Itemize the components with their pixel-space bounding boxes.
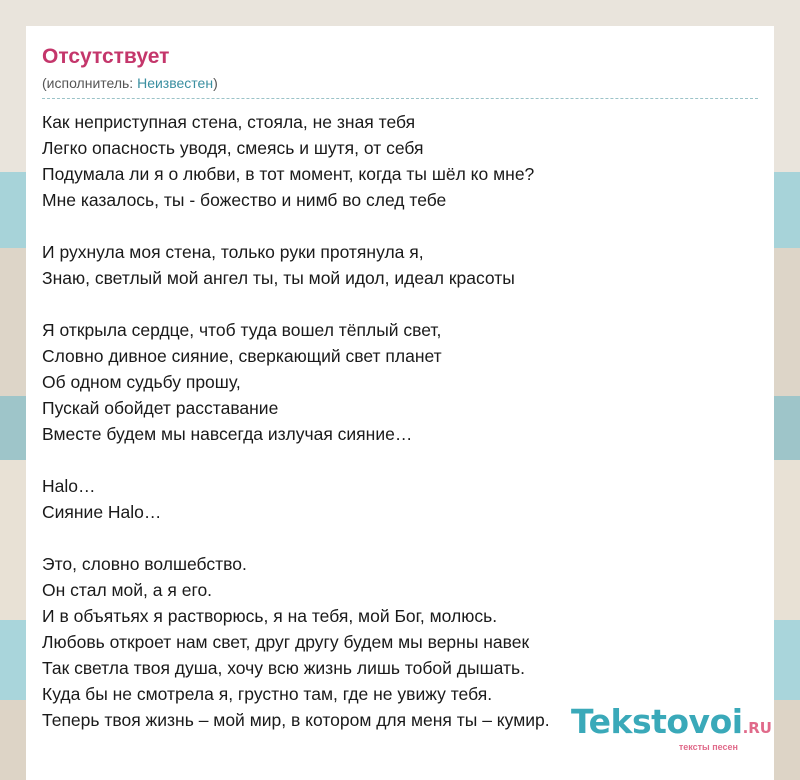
site-logo[interactable] <box>571 702 772 752</box>
artist-line <box>42 74 758 99</box>
lyric-line: Словно дивное сияние, сверкающий свет планет <box>42 346 442 366</box>
logo-tld: .RU <box>742 719 772 737</box>
lyric-line: Это, словно волшебство. <box>42 554 247 574</box>
logo-wordmark <box>571 702 772 745</box>
artist-link[interactable]: Неизвестен <box>137 75 214 91</box>
lyric-line: Куда бы не смотрела я, грустно там, где не увижу тебя. <box>42 684 493 704</box>
song-title: Отсутствует <box>42 45 170 68</box>
logo-tagline: тексты песен <box>678 742 738 752</box>
lyric-line: И рухнула моя стена, только руки протянула я, <box>42 242 424 262</box>
stanza-verse-2 <box>42 239 758 291</box>
lyric-line: Так светла твоя душа, хочу всю жизнь лишь тобой дышать. <box>42 658 525 678</box>
lyric-line: Я открыла сердце, чтоб туда вошел тёплый свет, <box>42 320 442 340</box>
lyric-line: Вместе будем мы навсегда излучая сияние… <box>42 424 413 444</box>
stanza-verse-1 <box>42 109 758 213</box>
lyric-line: Любовь откроет нам свет, друг другу будем мы верны навек <box>42 632 530 652</box>
artist-suffix: ) <box>213 75 218 91</box>
stanza-halo <box>42 473 758 525</box>
lyrics-body <box>42 109 758 733</box>
logo-main-text: Tekstovoi <box>571 702 743 741</box>
lyric-line: Подумала ли я о любви, в тот момент, когда ты шёл ко мне? <box>42 164 535 184</box>
lyrics-card <box>26 26 774 780</box>
lyric-line: Сияние Halo… <box>42 502 162 522</box>
lyric-line: Пускай обойдет расставание <box>42 398 279 418</box>
lyric-line: И в объятьях я растворюсь, я на тебя, мой Бог, молюсь. <box>42 606 498 626</box>
lyric-line: Как неприступная стена, стояла, не зная тебя <box>42 112 416 132</box>
lyric-line: Теперь твоя жизнь – мой мир, в котором для меня ты – кумир. <box>42 710 550 730</box>
lyric-line: Легко опасность уводя, смеясь и шутя, от себя <box>42 138 424 158</box>
artist-prefix: (исполнитель: <box>42 75 138 91</box>
lyric-line: Знаю, светлый мой ангел ты, ты мой идол, идеал красоты <box>42 268 515 288</box>
lyric-line: Он стал мой, а я его. <box>42 580 213 600</box>
lyric-line: Halo… <box>42 476 96 496</box>
lyric-line: Об одном судьбу прошу, <box>42 372 241 392</box>
stanza-chorus <box>42 317 758 447</box>
lyric-line: Мне казалось, ты - божество и нимб во след тебе <box>42 190 447 210</box>
